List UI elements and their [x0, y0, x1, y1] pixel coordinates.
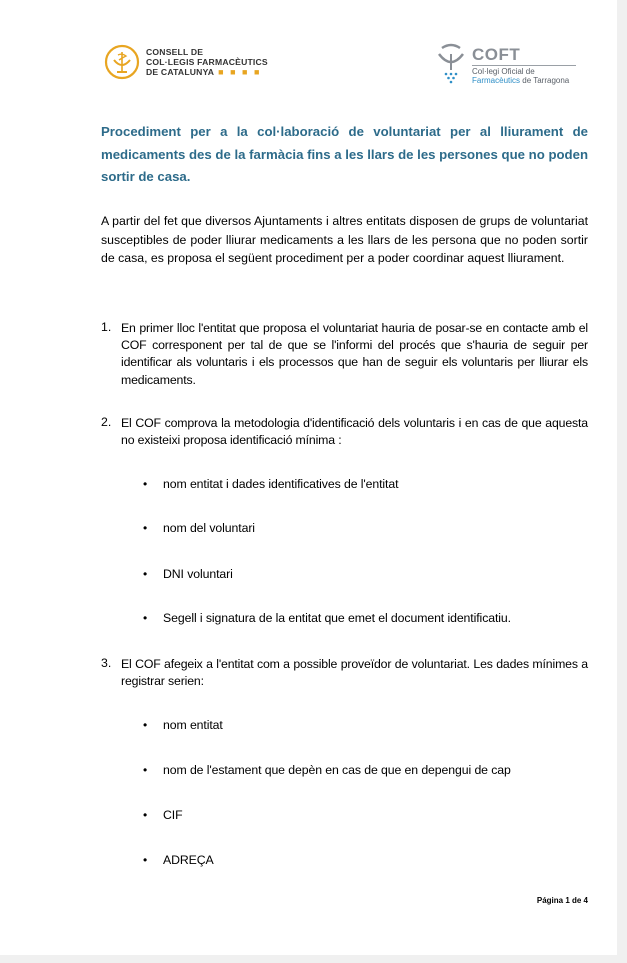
list-item: nom entitat i dades identificatives de l'entitat	[163, 477, 399, 491]
logo-line-2: COL·LEGIS FARMACÈUTICS	[146, 57, 268, 67]
list-item: DNI voluntari	[163, 567, 233, 581]
step-3-text: El COF afegeix a l'entitat com a possible proveïdor de voluntariat. Les dades mínimes a registrar serien:	[121, 657, 588, 689]
step-1-number: 1.	[101, 320, 112, 334]
coft-acronym: COFT	[472, 45, 521, 64]
consell-logo	[104, 40, 268, 84]
page-shadow-bottom	[0, 955, 627, 963]
step-2-number: 2.	[101, 415, 112, 429]
document-title: Procediment per a la col·laboració de voluntariat per al lliurament de medicaments des de la farmàcia fins a les llars de les persones que no poden sortir de casa.	[101, 124, 588, 184]
bullet-marker: •	[143, 763, 148, 777]
coft-line-2a: Farmacèutics	[472, 76, 521, 85]
list-item: CIF	[163, 808, 183, 822]
list-item: ADREÇA	[163, 853, 214, 867]
coft-emblem-icon	[436, 40, 466, 86]
step-3-number: 3.	[101, 656, 112, 670]
coft-logo	[436, 40, 586, 88]
page-shadow-right	[617, 0, 627, 963]
logo-dots: ■ ■ ■ ■	[218, 67, 262, 77]
list-item: nom de l'estament que depèn en cas de que en depengui de cap	[163, 763, 511, 777]
bullet-marker: •	[143, 521, 148, 535]
bullet-marker: •	[143, 718, 148, 732]
list-item: nom del voluntari	[163, 521, 255, 535]
logo-line-1: CONSELL DE	[146, 47, 204, 57]
step-2-text: El COF comprova la metodologia d'identificació dels voluntaris i en cas de que aquesta no existeixi proposa identificació mínima :	[121, 416, 588, 448]
bullet-marker: •	[143, 477, 148, 491]
logo-line-3: DE CATALUNYA	[146, 67, 215, 77]
bullet-marker: •	[143, 808, 148, 822]
pharmacy-emblem-icon	[104, 44, 140, 80]
step-1-text: En primer lloc l'entitat que proposa el voluntariat hauria de posar-se en contacte amb el COF corresponent per tal de que se l'informi del procés que s'hauria de seguir per identificar als voluntaris i els processos que han de seguir els voluntaris per lliurar els medicaments.	[121, 321, 588, 387]
intro-paragraph: A partir del fet que diversos Ajuntaments i altres entitats disposen de grups de voluntariat susceptibles de poder lliurar medicaments a les llars de les persona que no poden sortir de casa, es proposa el següent procediment per a poder coordinar aquest lliurament.	[101, 214, 588, 265]
coft-line-2b: de Tarragona	[520, 76, 570, 85]
bullet-marker: •	[143, 611, 148, 625]
list-item: nom entitat	[163, 718, 223, 732]
bullet-marker: •	[143, 567, 148, 581]
page-number: Página 1 de 4	[536, 896, 588, 905]
coft-line-1: Col·legi Oficial de	[472, 67, 535, 76]
bullet-marker: •	[143, 853, 148, 867]
coft-divider	[472, 65, 576, 66]
list-item: Segell i signatura de la entitat que emet el document identificatiu.	[163, 611, 511, 625]
coft-line-2	[472, 76, 569, 85]
